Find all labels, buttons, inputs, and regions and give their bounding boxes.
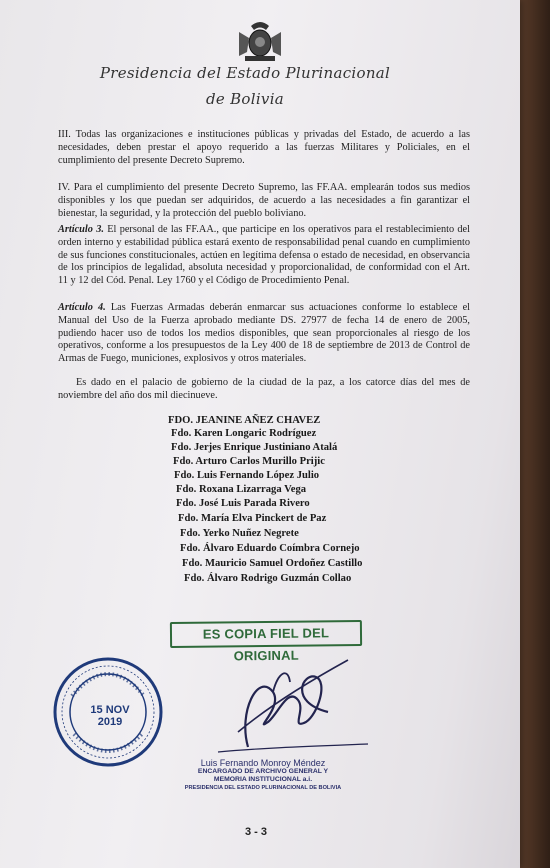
certifier-name: Luis Fernando Monroy Méndez xyxy=(200,758,326,768)
signer-name: FDO. JEANINE AÑEZ CHAVEZ xyxy=(168,415,321,426)
true-copy-stamp: ES COPIA FIEL DEL ORIGINAL xyxy=(170,620,362,648)
certifier-institution: PRESIDENCIA DEL ESTADO PLURINACIONAL DE BOLIVIA xyxy=(184,785,342,791)
closing-paragraph: Es dado en el palacio de gobierno de la ciudad de la paz, a los catorce días del mes de noviembre del año dos mil diecinueve. xyxy=(58,377,470,401)
signer-name: Fdo. Roxana Lizarraga Vega xyxy=(176,484,307,495)
coat-of-arms-icon xyxy=(233,16,287,66)
signer-name: Fdo. Jerjes Enrique Justiniano Atalá xyxy=(171,442,338,453)
signer-name: Fdo. Álvaro Eduardo Coímbra Cornejo xyxy=(180,543,360,554)
signer-name: Fdo. Mauricio Samuel Ordoñez Castillo xyxy=(182,558,363,569)
signer-name: Fdo. Arturo Carlos Murillo Prijic xyxy=(173,456,325,467)
seal-date: 15 NOV 2019 xyxy=(90,704,130,728)
certifier-role: MEMORIA INSTITUCIONAL a.i. xyxy=(213,776,313,783)
article-4-label: Artículo 4. xyxy=(58,302,106,313)
paragraph-iv: IV. Para el cumplimiento del presente Decreto Supremo, las FF.AA. emplearán todos sus medios disponibles y los que puedan ser adquiridos, de acuerdo a las necesidades a fin garantizar el bienestar, la seguridad, y la protección del pueblo boliviano. xyxy=(58,182,470,219)
signer-name: Fdo. Álvaro Rodrigo Guzmán Collao xyxy=(184,573,352,584)
signer-name: Fdo. Karen Longaric Rodríguez xyxy=(171,428,317,439)
presidency-title xyxy=(95,60,395,112)
article-4-text: Las Fuerzas Armadas deberán enmarcar sus actuaciones conforme lo establece el Manual del Uso de la Fuerza aprobado mediante DS. 27977 de fecha 14 de enero de 2005, pudiendo hacer uso de todos los medios disponibles, que sean proporcionales al riesgo de los operativos, conforme a los presupuestos de la Ley 400 de 18 de septiembre de 2013 de Control de Armas de Fuego, municiones, explosivos y otros materiales. xyxy=(58,302,471,365)
signer-name: Fdo. Luis Fernando López Julio xyxy=(174,470,320,481)
article-4 xyxy=(58,302,470,366)
signer-name: Fdo. Yerko Nuñez Negrete xyxy=(180,528,299,539)
paragraph-iii: III. Todas las organizaciones e instituciones públicas y privadas del Estado, de acuerdo a las necesidades, deben prestar el apoyo requerido a las fuerzas Militares y Policiales, en el cumplimiento del presente Decreto Supremo. xyxy=(58,129,470,166)
presidency-title-line1: Presidencia del Estado Plurinacional xyxy=(99,64,391,82)
handwritten-signature-icon xyxy=(178,652,378,762)
certifier-block xyxy=(183,758,343,792)
signer-name: Fdo. José Luis Parada Rivero xyxy=(176,498,310,509)
article-3 xyxy=(58,224,470,288)
article-3-text: El personal de las FF.AA., que participe en los operativos para el restablecimiento del orden interno y estabilidad pública estará exento de responsabilidad penal cuando en cumplimiento de sus funciones constitucionales, actúen en legítima defensa o estado de necesidad, en observancia de los principios de legalidad, absoluta necesidad y proporcionalidad, de conformidad con el Art. 11 y 12 del Cód. Penal. Ley 1760 y el Código de Procedimiento Penal. xyxy=(58,224,470,287)
signer-name: Fdo. María Elva Pinckert de Paz xyxy=(178,513,327,524)
page-number: 3 - 3 xyxy=(244,826,267,838)
certifier-role: ENCARGADO DE ARCHIVO GENERAL Y xyxy=(197,768,329,775)
presidency-title-line2: de Bolivia xyxy=(205,90,285,108)
article-3-label: Artículo 3. xyxy=(58,224,104,235)
